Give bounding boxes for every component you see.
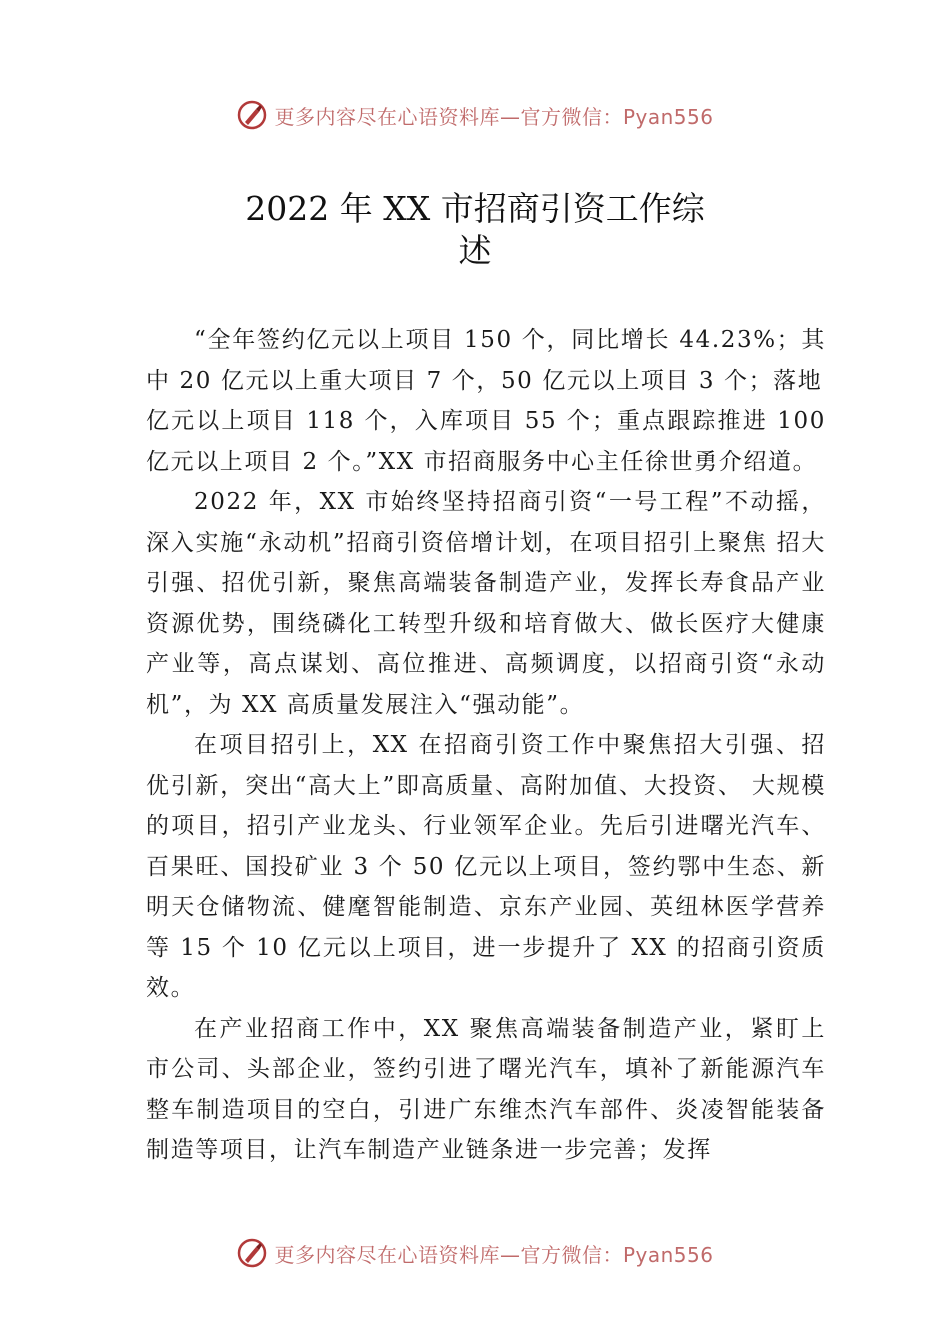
watermark-text: 更多内容尽在心语资料库—官方微信：Pyan556 (274, 1242, 714, 1267)
paragraph-1: “全年签约亿元以上项目 150 个，同比增长 44.23%；其中 20 亿元以上重大项目 7 个，50 亿元以上项目 3 个；落地 (146, 327, 826, 394)
paragraph-2: 亿元以上项目 118 个，入库项目 55 个；重点跟踪推进 100 亿元以上项目 2 个。”XX 市招商服务中心主任徐世勇介绍道。 (146, 408, 826, 475)
document-body (146, 320, 826, 1171)
paragraph-5: 在产业招商工作中，XX 聚焦高端装备制造产业，紧盯上市公司、头部企业，签约引进了曙光汽车，填补了新能源汽车整车制造项目的空白，引进广东维杰汽车部件、炎凌智能装备制造等项目，让汽车制造产业链条进一步完善；发挥 (146, 1015, 826, 1163)
pen-seal-icon (236, 99, 268, 131)
title-line-1: 2022 年 XX 市招商引资工作综 (245, 189, 705, 228)
watermark-banner-bottom (0, 1233, 950, 1273)
title-line-2: 述 (458, 231, 492, 270)
paragraph-4: 在项目招引上，XX 在招商引资工作中聚焦招大引强、招优引新，突出“高大上”即高质量、高附加值、大投资、 大规模的项目，招引产业龙头、行业领军企业。先后引进曙光汽车、百果旺、国投矿业 3 个 50 亿元以上项目，签约鄂中生态、新明天仓储物流、健麾智能制造、京东产业园、英纽林医学营养等 15 个 10 亿元以上项目，进一步提升了 XX 的招商引资质效。 (146, 732, 826, 1001)
pen-seal-icon (236, 1237, 268, 1269)
watermark-banner-top (0, 95, 950, 135)
watermark-text: 更多内容尽在心语资料库—官方微信：Pyan556 (274, 104, 714, 129)
paragraph-3: 2022 年，XX 市始终坚持招商引资“一号工程”不动摇，深入实施“永动机”招商引资倍增计划，在项目招引上聚焦 招大引强、招优引新，聚焦高端装备制造产业，发挥长寿食品产业资源优势，围绕磷化工转型升级和培育做大、做长医疗大健康产业等，高点谋划、高位推进、高频调度，以招商引资“永动机”，为 XX 高质量发展注入“强动能”。 (146, 489, 826, 718)
document-title (0, 188, 950, 272)
